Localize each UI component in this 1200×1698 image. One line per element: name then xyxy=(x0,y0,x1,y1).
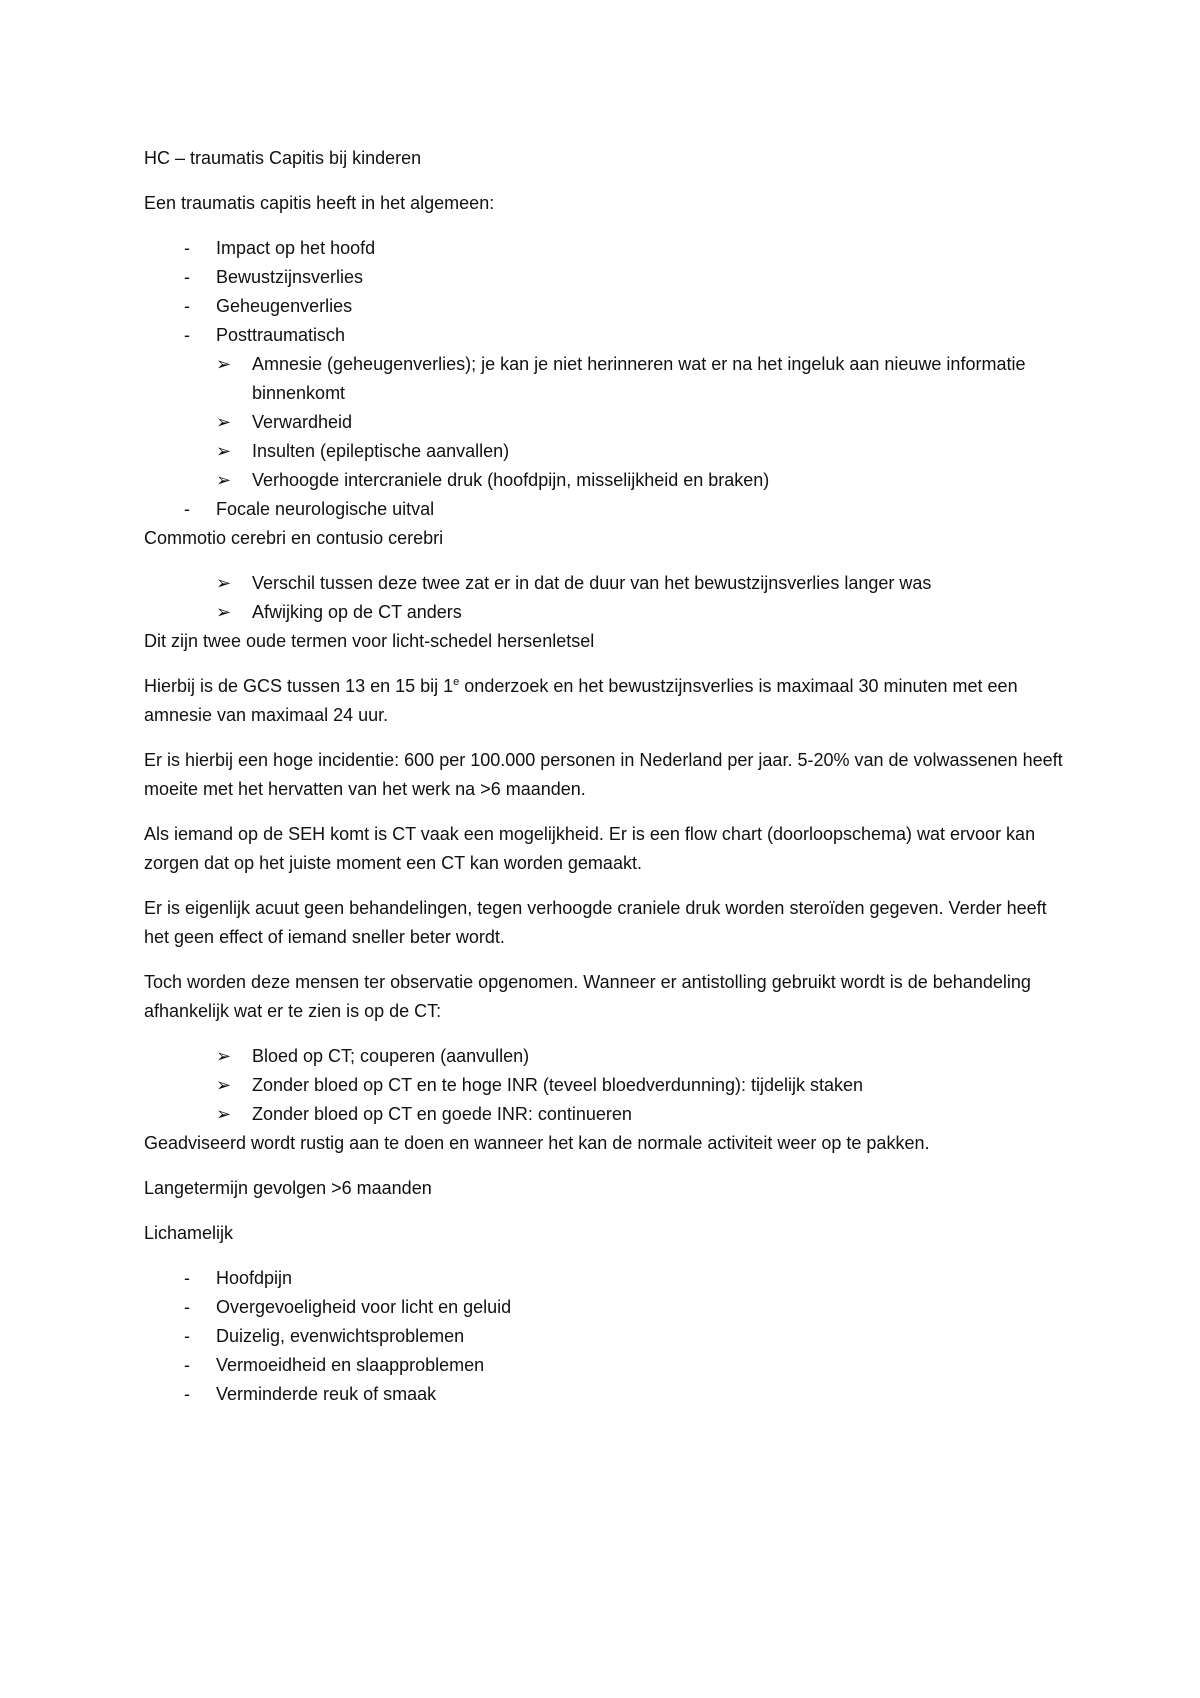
document-title: HC – traumatis Capitis bij kinderen xyxy=(144,148,422,168)
list-item: - Verminderde reuk of smaak xyxy=(144,1380,1064,1409)
list-item: ➢ Amnesie (geheugenverlies); je kan je niet herinneren wat er na het ingeluk aan nieuwe informatie binnenkomt xyxy=(144,350,1064,408)
list-item: ➢ Verwardheid xyxy=(144,408,1064,437)
arrow-bullet-icon: ➢ xyxy=(216,354,232,374)
list-item: ➢ Insulten (epileptische aanvallen) xyxy=(144,437,1064,466)
list-item: ➢ Verhoogde intercraniele druk (hoofdpijn, misselijkheid en braken) xyxy=(144,466,1064,495)
paragraph-gcs: Hierbij is de GCS tussen 13 en 15 bij 1e onderzoek en het bewustzijnsverlies is maximaal 30 minuten met een amnesie van maximaal 24 uur. xyxy=(144,676,1018,725)
document-body xyxy=(144,144,1064,1409)
paragraph-incidence: Er is hierbij een hoge incidentie: 600 per 100.000 personen in Nederland per jaar. 5-20% van de volwassenen heeft moeite met het hervatten van het werk na >6 maanden. xyxy=(144,750,1063,799)
list-item: - Bewustzijnsverlies xyxy=(144,263,1064,292)
arrow-bullet-icon: ➢ xyxy=(216,470,232,490)
list-item: - Geheugenverlies xyxy=(144,292,1064,321)
list-item: ➢ Zonder bloed op CT en te hoge INR (teveel bloedverdunning): tijdelijk staken xyxy=(144,1071,1064,1100)
list-item: - Focale neurologische uitval xyxy=(144,495,1064,524)
paragraph-treatment: Er is eigenlijk acuut geen behandelingen, tegen verhoogde craniele druk worden steroïden gegeven. Verder heeft het geen effect of iemand sneller beter wordt. xyxy=(144,898,1047,947)
commotio-heading: Commotio cerebri en contusio cerebri xyxy=(144,528,444,548)
list-item: - Hoofdpijn xyxy=(144,1264,1064,1293)
physical-list xyxy=(144,1264,1064,1409)
arrow-bullet-icon: ➢ xyxy=(216,573,232,593)
physical-heading: Lichamelijk xyxy=(144,1223,234,1243)
list-item: ➢ Afwijking op de CT anders xyxy=(144,598,1064,627)
ct-list xyxy=(144,1042,1064,1129)
paragraph-advice: Geadviseerd wordt rustig aan te doen en wanneer het kan de normale activiteit weer op te pakken. xyxy=(144,1133,930,1153)
arrow-bullet-icon: ➢ xyxy=(216,1046,232,1066)
paragraph-seh: Als iemand op de SEH komt is CT vaak een mogelijkheid. Er is een flow chart (doorloopschema) wat ervoor kan zorgen dat op het juiste moment een CT kan worden gemaakt. xyxy=(144,824,1036,873)
general-list xyxy=(144,234,1064,350)
list-item: ➢ Verschil tussen deze twee zat er in dat de duur van het bewustzijnsverlies langer was xyxy=(144,569,1064,598)
posttraumatic-list xyxy=(144,350,1064,495)
intro-paragraph: Een traumatis capitis heeft in het algemeen: xyxy=(144,193,495,213)
list-item: - Duizelig, evenwichtsproblemen xyxy=(144,1322,1064,1351)
general-list-end xyxy=(144,495,1064,524)
list-item: - Impact op het hoofd xyxy=(144,234,1064,263)
commotio-list xyxy=(144,569,1064,627)
list-item: - Overgevoeligheid voor licht en geluid xyxy=(144,1293,1064,1322)
arrow-bullet-icon: ➢ xyxy=(216,1104,232,1124)
list-item: ➢ Bloed op CT; couperen (aanvullen) xyxy=(144,1042,1064,1071)
paragraph-old-terms: Dit zijn twee oude termen voor licht-schedel hersenletsel xyxy=(144,631,595,651)
arrow-bullet-icon: ➢ xyxy=(216,412,232,432)
arrow-bullet-icon: ➢ xyxy=(216,441,232,461)
paragraph-longterm: Langetermijn gevolgen >6 maanden xyxy=(144,1178,432,1198)
paragraph-observation: Toch worden deze mensen ter observatie opgenomen. Wanneer er antistolling gebruikt wordt is de behandeling afhankelijk wat er te zien is op de CT: xyxy=(144,972,1031,1021)
list-item: - Vermoeidheid en slaapproblemen xyxy=(144,1351,1064,1380)
list-item: - Posttraumatisch xyxy=(144,321,1064,350)
list-item: ➢ Zonder bloed op CT en goede INR: continueren xyxy=(144,1100,1064,1129)
arrow-bullet-icon: ➢ xyxy=(216,602,232,622)
arrow-bullet-icon: ➢ xyxy=(216,1075,232,1095)
